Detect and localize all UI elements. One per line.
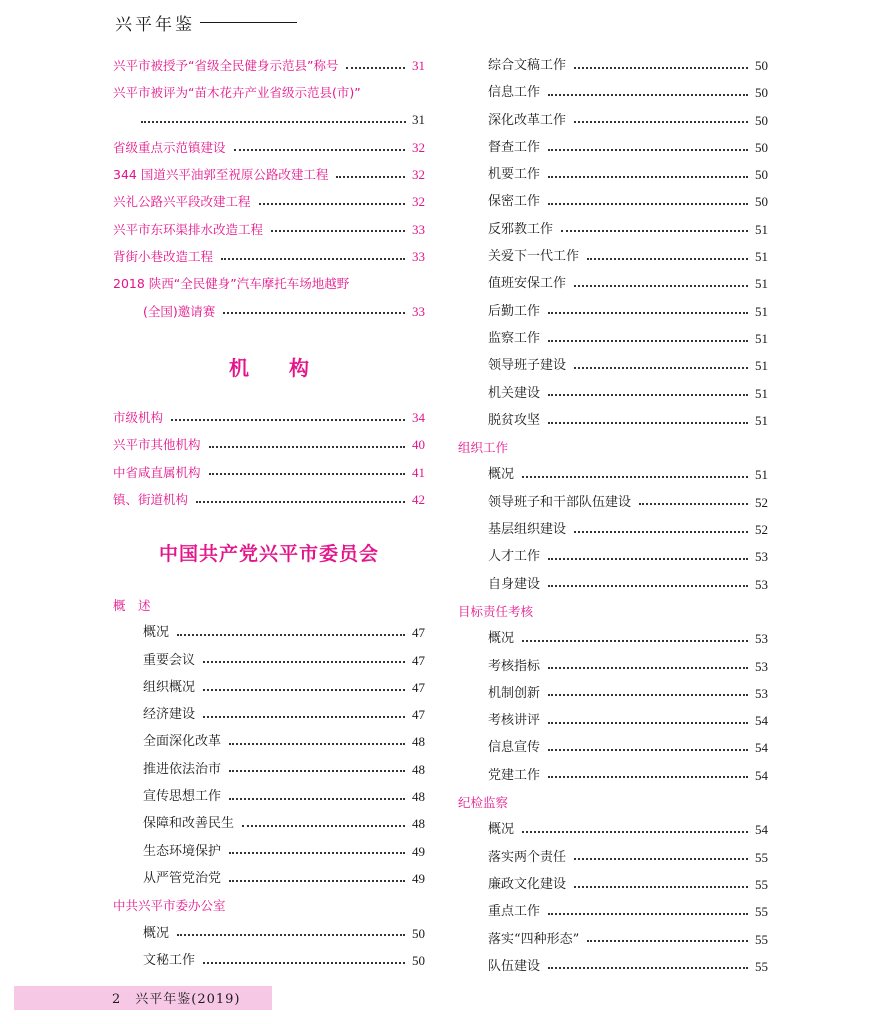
toc-entry[interactable] (458, 134, 768, 161)
toc-entry[interactable] (113, 216, 425, 243)
dot-leader (229, 880, 405, 882)
toc-entry[interactable] (113, 298, 425, 325)
toc-page-number: 51 (755, 385, 768, 401)
dot-leader (574, 285, 748, 287)
toc-entry[interactable] (113, 486, 425, 513)
toc-page-number: 48 (412, 789, 425, 805)
toc-entry-title: 督查工作 (488, 139, 541, 155)
dot-leader (548, 558, 748, 560)
left-column (113, 52, 425, 325)
toc-entry-title: 兴平市被评为“苗木花卉产业省级示范县(市)” (113, 85, 361, 101)
dot-leader (203, 689, 405, 691)
dot-leader (271, 230, 405, 232)
dot-leader (548, 312, 748, 314)
toc-entry[interactable] (458, 734, 768, 761)
toc-page-number: 50 (755, 139, 768, 155)
toc-section-title-text: 目标责任考核 (458, 603, 534, 619)
toc-entry-title: 信息宣传 (488, 740, 541, 756)
toc-entry-title: 生态环境保护 (143, 843, 222, 859)
toc-entry-title: 机要工作 (488, 167, 541, 183)
toc-section-title-text: 纪检监察 (458, 795, 509, 811)
dot-leader (522, 476, 748, 478)
dot-leader (203, 716, 405, 718)
dot-leader (548, 422, 748, 424)
toc-entry[interactable] (113, 134, 425, 161)
toc-page-number: 32 (412, 167, 425, 183)
toc-page-number: 50 (755, 85, 768, 101)
section-heading-party: 中国共产党兴平市委员会 (158, 543, 379, 565)
toc-page-number: 51 (755, 303, 768, 319)
toc-page-number: 51 (755, 412, 768, 428)
toc-entry-title: 自身建设 (488, 576, 541, 592)
toc-entry-title: 落实两个责任 (488, 849, 567, 865)
toc-entry[interactable] (458, 79, 768, 106)
toc-page-number: 49 (412, 843, 425, 859)
dot-leader (548, 694, 748, 696)
dot-leader (574, 121, 748, 123)
toc-entry-title: 省级重点示范镇建设 (113, 139, 226, 155)
toc-page-number: 55 (755, 958, 768, 974)
toc-entry-title: 机制创新 (488, 685, 541, 701)
toc-entry[interactable] (458, 680, 768, 707)
toc-entry-title: 重要会议 (143, 652, 196, 668)
toc-page-number: 52 (755, 494, 768, 510)
section-heading-jigou (113, 352, 425, 381)
toc-entry[interactable] (113, 647, 425, 674)
toc-entry[interactable] (113, 783, 425, 810)
toc-entry[interactable] (113, 838, 425, 865)
toc-page-number: 33 (412, 303, 425, 319)
toc-entry[interactable] (458, 352, 768, 379)
dot-leader (548, 340, 748, 342)
left-top-list (113, 52, 425, 325)
toc-entry[interactable] (458, 953, 768, 980)
toc-page-number: 32 (412, 194, 425, 210)
toc-entry-title: 兴平市其他机构 (113, 437, 201, 453)
toc-entry-title: 监察工作 (488, 330, 541, 346)
toc-entry[interactable] (458, 407, 768, 434)
toc-entry-title: 后勤工作 (488, 303, 541, 319)
toc-entry[interactable] (113, 188, 425, 215)
toc-entry-title: 重点工作 (488, 904, 541, 920)
party-sections (113, 592, 425, 974)
dot-leader (548, 585, 748, 587)
dot-leader (221, 258, 405, 260)
toc-entry[interactable] (113, 79, 425, 106)
dot-leader (548, 776, 748, 778)
dot-leader (522, 640, 748, 642)
toc-entry[interactable] (113, 865, 425, 892)
toc-page-number: 53 (755, 658, 768, 674)
toc-page-number: 50 (755, 58, 768, 73)
toc-page-number: 55 (755, 904, 768, 920)
toc-entry-title: 机关建设 (488, 385, 541, 401)
toc-page-number: 40 (412, 437, 425, 453)
toc-page-number: 50 (755, 112, 768, 128)
dot-leader (548, 176, 748, 178)
running-header-title: 兴平年鉴 (115, 15, 195, 35)
toc-entry-title: 保障和改善民生 (143, 816, 235, 832)
toc-entry-title: 反邪教工作 (488, 221, 554, 237)
dot-leader (522, 831, 748, 833)
dot-leader (587, 940, 748, 942)
dot-leader (548, 749, 748, 751)
dot-leader (234, 149, 405, 151)
toc-entry-title: 关爱下一代工作 (488, 249, 580, 265)
dot-leader (229, 852, 405, 854)
toc-entry-title: 概况 (488, 822, 515, 838)
toc-page-number: 52 (755, 522, 768, 538)
dot-leader (229, 743, 405, 745)
toc-entry-title: 市级机构 (113, 410, 164, 425)
dot-leader (209, 446, 405, 448)
toc-entry[interactable] (458, 461, 768, 488)
toc-entry[interactable] (113, 947, 425, 974)
dot-leader (574, 886, 748, 888)
toc-entry[interactable] (113, 52, 425, 79)
toc-page-number: 33 (412, 249, 425, 265)
toc-page-number: 50 (755, 194, 768, 210)
dot-leader (548, 722, 748, 724)
toc-entry[interactable] (113, 161, 425, 188)
toc-entry[interactable] (458, 270, 768, 297)
toc-entry[interactable] (458, 926, 768, 953)
toc-entry[interactable] (458, 871, 768, 898)
toc-section-title[interactable] (113, 892, 425, 919)
toc-page-number: 53 (755, 631, 768, 647)
dot-leader (203, 962, 405, 964)
toc-entry[interactable] (458, 625, 768, 652)
toc-page-number: 48 (412, 761, 425, 777)
dot-leader (141, 121, 406, 123)
toc-page-number: 51 (755, 276, 768, 292)
toc-page-number: 54 (755, 740, 768, 756)
toc-page-number: 48 (412, 816, 425, 832)
toc-entry-title: 镇、街道机构 (113, 491, 189, 507)
toc-entry[interactable] (458, 380, 768, 407)
toc-entry[interactable] (458, 707, 768, 734)
toc-entry[interactable] (458, 216, 768, 243)
toc-page-number: 32 (412, 139, 425, 155)
footer-text: 2 兴平年鉴(2019) (112, 992, 241, 1007)
toc-entry-title: 兴平市被授予“省级全民健身示范县”称号 (113, 58, 339, 73)
toc-entry-title: 党建工作 (488, 767, 541, 783)
toc-entry[interactable] (458, 161, 768, 188)
toc-entry-title: 文秘工作 (143, 952, 196, 968)
dot-leader (229, 798, 405, 800)
toc-entry-title: 队伍建设 (488, 958, 541, 974)
toc-entry-title: 落实“四种形态” (488, 931, 580, 947)
toc-entry-title: 领导班子建设 (488, 358, 567, 374)
dot-leader (574, 531, 748, 533)
toc-section-title[interactable] (458, 789, 768, 816)
toc-page-number: 54 (755, 767, 768, 783)
toc-entry[interactable] (458, 489, 768, 516)
toc-entry[interactable] (458, 653, 768, 680)
toc-page-number: 53 (755, 685, 768, 701)
dot-leader (346, 67, 405, 69)
toc-page-number: 51 (755, 249, 768, 265)
dot-leader (548, 203, 748, 205)
toc-entry-title: 2018 陕西“全民健身”汽车摩托车场地越野 (113, 276, 350, 292)
dot-leader (229, 770, 405, 772)
toc-page-number: 50 (755, 167, 768, 183)
dot-leader (548, 394, 748, 396)
dot-leader (548, 967, 748, 969)
toc-page-number: 53 (755, 549, 768, 565)
dot-leader (203, 661, 405, 663)
toc-entry-title: 经济建设 (143, 707, 196, 723)
toc-section-title[interactable] (458, 434, 768, 461)
toc-entry[interactable] (113, 270, 425, 297)
dot-leader (209, 473, 405, 475)
toc-entry-title: 全面深化改革 (143, 734, 222, 750)
toc-entry[interactable] (458, 816, 768, 843)
toc-entry-title: 信息工作 (488, 85, 541, 101)
toc-page-number: 47 (412, 679, 425, 695)
toc-entry-title: 从严管党治党 (143, 870, 222, 886)
dot-leader (177, 934, 405, 936)
toc-entry[interactable] (113, 756, 425, 783)
toc-entry-title: 兴平市东环渠排水改造工程 (113, 221, 264, 237)
toc-entry-title: 344 国道兴平油郭至祝原公路改建工程 (113, 167, 329, 183)
toc-entry[interactable] (113, 431, 425, 458)
toc-page-number: 55 (755, 876, 768, 892)
toc-page-number: 48 (412, 734, 425, 750)
toc-section-title-text: 概 述 (113, 598, 151, 613)
toc-entry[interactable] (458, 243, 768, 270)
toc-page-number: 51 (755, 358, 768, 374)
toc-entry[interactable] (458, 898, 768, 925)
dot-leader (196, 501, 405, 503)
toc-entry-title: 中省咸直属机构 (113, 464, 201, 480)
toc-entry[interactable] (458, 543, 768, 570)
toc-entry[interactable] (458, 762, 768, 789)
dot-leader (574, 367, 748, 369)
dot-leader (177, 634, 405, 636)
toc-page-number: 50 (412, 952, 425, 968)
toc-section-title-text: 中共兴平市委办公室 (113, 898, 226, 914)
toc-entry[interactable] (458, 571, 768, 598)
toc-entry-title: 考核讲评 (488, 713, 541, 729)
toc-entry-title: 领导班子和干部队伍建设 (488, 494, 632, 510)
toc-entry[interactable] (113, 810, 425, 837)
toc-entry[interactable] (113, 728, 425, 755)
toc-entry-title: 基层组织建设 (488, 522, 567, 538)
toc-entry-title: 深化改革工作 (488, 112, 567, 128)
toc-entry-title: 人才工作 (488, 549, 541, 565)
toc-entry[interactable] (458, 516, 768, 543)
toc-entry-title: 考核指标 (488, 658, 541, 674)
toc-entry-title: 推进依法治市 (143, 761, 222, 777)
dot-leader (171, 419, 405, 421)
toc-entry-title: 廉政文化建设 (488, 876, 567, 892)
toc-page-number: 51 (755, 221, 768, 237)
toc-entry-title: 兴礼公路兴平段改建工程 (113, 194, 251, 210)
dot-leader (587, 258, 748, 260)
toc-page-number: 42 (412, 491, 425, 507)
toc-entry-title: 组织概况 (143, 679, 196, 695)
toc-entry[interactable] (113, 701, 425, 728)
toc-page-number: 31 (412, 112, 425, 128)
toc-entry[interactable] (113, 459, 425, 486)
toc-page-number: 53 (755, 576, 768, 592)
dot-leader (561, 230, 748, 232)
toc-page-number: 55 (755, 931, 768, 947)
toc-page-number: 51 (755, 467, 768, 483)
right-column (458, 52, 768, 980)
dot-leader (574, 858, 748, 860)
dot-leader (548, 94, 748, 96)
toc-page-number: 54 (755, 822, 768, 838)
dot-leader (548, 149, 748, 151)
toc-entry-title: 宣传思想工作 (143, 789, 222, 805)
toc-entry-title: (全国)邀请赛 (143, 303, 216, 319)
heading-jigou-text: 机构 (229, 356, 349, 380)
toc-section-title[interactable] (113, 592, 425, 619)
toc-entry[interactable] (113, 920, 425, 947)
dot-leader (574, 67, 748, 69)
toc-page-number: 47 (412, 625, 425, 641)
toc-page-number: 49 (412, 870, 425, 886)
toc-entry[interactable] (458, 844, 768, 871)
toc-entry-title: 概况 (143, 925, 170, 941)
toc-page-number: 54 (755, 713, 768, 729)
toc-entry-title: 概况 (488, 631, 515, 647)
toc-page-number: 47 (412, 707, 425, 723)
toc-entry[interactable] (113, 404, 425, 431)
header-rule (200, 22, 297, 23)
dot-leader (259, 203, 405, 205)
dot-leader (223, 312, 405, 314)
toc-page-number: 34 (412, 410, 425, 425)
toc-entry[interactable] (113, 674, 425, 701)
toc-entry-title: 脱贫攻坚 (488, 412, 541, 428)
dot-leader (548, 667, 748, 669)
toc-page-number: 50 (412, 925, 425, 941)
toc-page-number: 33 (412, 221, 425, 237)
toc-entry[interactable] (113, 619, 425, 646)
toc-page-number: 31 (412, 58, 425, 73)
toc-entry[interactable] (458, 298, 768, 325)
toc-entry-title: 概况 (143, 625, 170, 641)
dot-leader (336, 176, 405, 178)
toc-entry-continuation[interactable] (113, 107, 425, 134)
toc-section-title-text: 组织工作 (458, 440, 509, 456)
toc-page-number: 47 (412, 652, 425, 668)
toc-entry-title: 值班安保工作 (488, 276, 567, 292)
toc-entry[interactable] (113, 243, 425, 270)
toc-entry-title: 综合文稿工作 (488, 58, 567, 73)
toc-entry[interactable] (458, 325, 768, 352)
jigou-list (113, 404, 425, 513)
toc-entry-title: 保密工作 (488, 194, 541, 210)
toc-entry[interactable] (458, 107, 768, 134)
toc-entry[interactable] (458, 188, 768, 215)
toc-entry-title: 概况 (488, 467, 515, 483)
dot-leader (639, 503, 748, 505)
dot-leader (548, 913, 748, 915)
toc-page-number: 55 (755, 849, 768, 865)
dot-leader (242, 825, 405, 827)
toc-entry[interactable] (458, 52, 768, 79)
toc-section-title[interactable] (458, 598, 768, 625)
toc-page-number: 41 (412, 464, 425, 480)
toc-entry-title: 背街小巷改造工程 (113, 249, 214, 265)
toc-page-number: 51 (755, 330, 768, 346)
